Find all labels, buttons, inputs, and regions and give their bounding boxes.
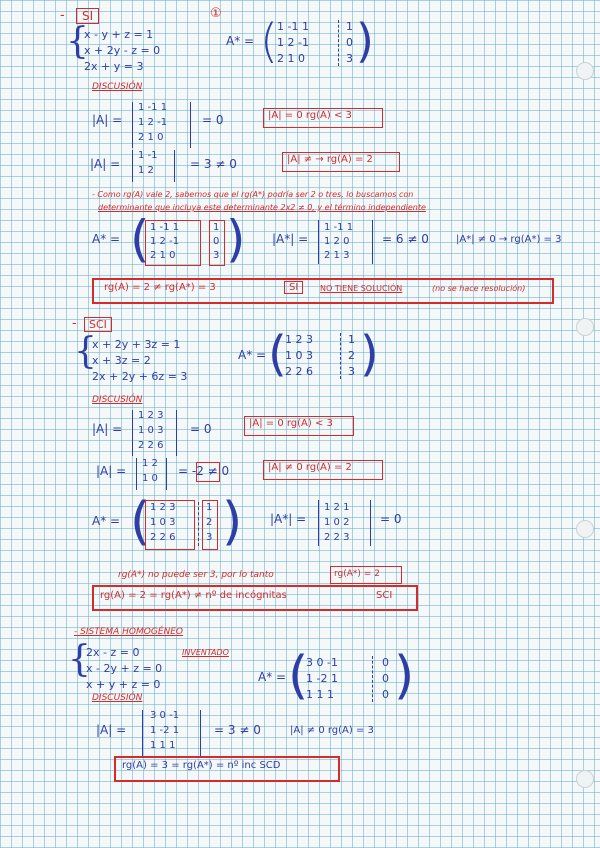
- matrix-col: 1: [346, 20, 353, 33]
- det-result: = 0: [190, 422, 212, 436]
- det-bar: [132, 410, 133, 456]
- conclusion: |A*| ≠ 0 → rg(A*) = 3: [456, 234, 562, 245]
- section-tag: SI: [76, 8, 99, 24]
- binder-hole: [576, 770, 594, 788]
- det-row: 1 -2 1: [150, 725, 180, 736]
- augmented-matrix-label: A* =: [226, 34, 255, 48]
- det-row: 2 1 0: [138, 132, 164, 143]
- equation: x - 2y + z = 0: [86, 662, 163, 675]
- matrix-col: 0: [346, 36, 353, 49]
- matrix-row: 1 -2 1: [306, 672, 338, 685]
- final-result: NO TIENE SOLUCIÓN: [320, 284, 403, 293]
- result-text: |A| ≠ → rg(A) = 2: [287, 154, 373, 165]
- note-line: determinante que incluya este determinante 2x2 ≠ 0, y el término independiente: [98, 203, 426, 212]
- matrix-col: 2: [206, 517, 213, 528]
- result-text: |A| = 0 rg(A) < 3: [268, 110, 352, 121]
- conclusion: |A| ≠ 0 rg(A) = 3: [290, 725, 374, 736]
- det-result: = -2 ≠ 0: [178, 464, 230, 478]
- note-result: rg(A*) = 2: [334, 569, 380, 579]
- matrix-col: 3: [348, 365, 355, 378]
- matrix-row: 2 1 0: [277, 52, 305, 65]
- section-title: - SISTEMA HOMOGÉNEO: [74, 627, 184, 637]
- det-row: 1 0: [142, 473, 158, 484]
- matrix-col: 3: [346, 52, 353, 65]
- matrix-row: 1 2 -1: [277, 36, 309, 49]
- discussion-heading: DISCUSIÓN: [92, 693, 143, 703]
- det-row: 3 0 -1: [150, 710, 180, 721]
- augmented-matrix-label: A* =: [238, 348, 267, 362]
- matrix-row: 1 2 3: [285, 333, 313, 346]
- det-label: |A| =: [90, 157, 121, 171]
- final-note: (no se hace resolución): [432, 284, 526, 293]
- matrix-col: 1: [213, 222, 220, 233]
- final-type: SI: [284, 281, 303, 294]
- det-row: 1 2: [142, 458, 158, 469]
- det-row: 1 1 1: [150, 740, 176, 751]
- matrix-row: 1 -1 1: [150, 222, 180, 233]
- det-result: = 3 ≠ 0: [190, 157, 237, 171]
- det-row: 1 -1: [138, 150, 158, 161]
- paren-right: ): [226, 210, 246, 268]
- det-label: |A| =: [96, 464, 127, 478]
- system-brace: {: [74, 331, 97, 372]
- paren-left: (: [260, 14, 278, 68]
- augment-divider: [338, 20, 339, 66]
- system-brace: {: [66, 21, 89, 62]
- det-row: 1 2 1: [324, 502, 350, 513]
- det-bar: [318, 220, 319, 264]
- det-result: = 0: [202, 113, 224, 127]
- matrix-col: 2: [348, 349, 355, 362]
- equation: x + 3z = 2: [92, 354, 151, 367]
- det-row: 2 1 3: [324, 250, 350, 261]
- matrix-col: 0: [382, 656, 389, 669]
- exercise-number: ①: [210, 6, 222, 21]
- det-bar: [132, 150, 133, 182]
- discussion-heading: DISCUSIÓN: [92, 395, 143, 405]
- det-label: |A*| =: [272, 232, 309, 246]
- paren-right: ): [356, 14, 374, 68]
- paren-left: (: [268, 326, 287, 382]
- det-bar: [136, 458, 137, 490]
- binder-hole: [576, 318, 594, 336]
- matrix-row: 2 2 6: [150, 532, 176, 543]
- equation: x + 2y + 3z = 1: [92, 338, 181, 351]
- paren-right: ): [222, 492, 243, 552]
- augmented-matrix-label: A* =: [92, 232, 121, 246]
- det-bar: [190, 102, 191, 148]
- det-bar: [142, 710, 143, 756]
- binder-hole: [576, 62, 594, 80]
- det-row: 1 2 -1: [138, 117, 168, 128]
- paren-right: ): [394, 646, 415, 706]
- matrix-row: 2 2 6: [285, 365, 313, 378]
- equation: x + y + z = 0: [86, 678, 161, 691]
- matrix-row: 1 1 1: [306, 688, 334, 701]
- det-row: 1 2 3: [138, 410, 164, 421]
- matrix-col: 3: [206, 532, 213, 543]
- matrix-row: 1 0 3: [150, 517, 176, 528]
- augment-divider: [340, 333, 341, 379]
- matrix-col: 0: [382, 688, 389, 701]
- augmented-matrix-label: A* =: [258, 670, 287, 684]
- matrix-col: 3: [213, 250, 220, 261]
- det-row: 1 0 3: [138, 425, 164, 436]
- paren-left: (: [130, 492, 151, 552]
- matrix-row: 2 1 0: [150, 250, 176, 261]
- det-bar: [132, 102, 133, 148]
- matrix-row: 1 0 3: [285, 349, 313, 362]
- det-label: |A| =: [96, 723, 127, 737]
- det-label: |A| =: [92, 422, 123, 436]
- final-text: rg(A) = 2 = rg(A*) ≠ nº de incógnitas: [100, 590, 287, 601]
- system-brace: {: [68, 639, 91, 680]
- equation: 2x + y = 3: [84, 60, 144, 73]
- augmented-matrix-label: A* =: [92, 514, 121, 528]
- det-bar: [174, 150, 175, 182]
- final-type: SCI: [376, 590, 393, 601]
- det-bar: [166, 458, 167, 490]
- value-box: [196, 462, 220, 482]
- matrix-col: 0: [213, 236, 220, 247]
- augment-divider: [372, 656, 373, 702]
- det-row: 1 2 0: [324, 236, 350, 247]
- det-result: = 6 ≠ 0: [382, 232, 429, 246]
- final-text: rg(A) = 2 ≠ rg(A*) = 3: [104, 282, 216, 293]
- det-result: = 0: [380, 512, 402, 526]
- equation: x - y + z = 1: [84, 28, 154, 41]
- discussion-heading: DISCUSIÓN: [92, 82, 143, 92]
- note-line: rg(A*) no puede ser 3, por lo tanto: [118, 570, 274, 580]
- section-dash: -: [72, 316, 77, 331]
- det-label: |A| =: [92, 113, 123, 127]
- result-text: |A| ≠ 0 rg(A) = 2: [268, 462, 352, 473]
- section-dash: -: [60, 8, 65, 23]
- result-text: |A| = 0 rg(A) < 3: [249, 418, 333, 429]
- det-bar: [370, 500, 371, 546]
- det-bar: [200, 710, 201, 756]
- section-tag: SCI: [84, 317, 112, 332]
- augment-divider: [198, 502, 199, 546]
- paren-left: (: [130, 210, 150, 268]
- paren-left: (: [288, 646, 309, 706]
- det-label: |A*| =: [270, 512, 307, 526]
- matrix-row: 1 -1 1: [277, 20, 309, 33]
- det-result: = 3 ≠ 0: [214, 723, 261, 737]
- equation: 2x + 2y + 6z = 3: [92, 370, 188, 383]
- det-row: 2 2 6: [138, 440, 164, 451]
- matrix-col: 0: [382, 672, 389, 685]
- det-row: 1 -1 1: [138, 102, 168, 113]
- matrix-col: 1: [348, 333, 355, 346]
- matrix-col: 1: [206, 502, 213, 513]
- det-row: 1 -1 1: [324, 222, 354, 233]
- equation: 2x - z = 0: [86, 646, 140, 659]
- matrix-row: 1 2 3: [150, 502, 176, 513]
- det-row: 1 2: [138, 165, 154, 176]
- det-bar: [318, 500, 319, 546]
- matrix-row: 1 2 -1: [150, 236, 180, 247]
- binder-hole: [576, 520, 594, 538]
- invented-note: INVENTADO: [182, 648, 229, 657]
- matrix-row: 3 0 -1: [306, 656, 338, 669]
- det-bar: [372, 220, 373, 264]
- det-row: 2 2 3: [324, 532, 350, 543]
- final-text: rg(A) = 3 = rg(A*) = nº inc SCD: [122, 760, 281, 771]
- paren-right: ): [360, 326, 379, 382]
- equation: x + 2y - z = 0: [84, 44, 161, 57]
- det-bar: [176, 410, 177, 456]
- det-row: 1 0 2: [324, 517, 350, 528]
- note-line: - Como rg(A) vale 2, sabemos que el rg(A*) podría ser 2 o tres, lo buscamos con: [92, 190, 414, 199]
